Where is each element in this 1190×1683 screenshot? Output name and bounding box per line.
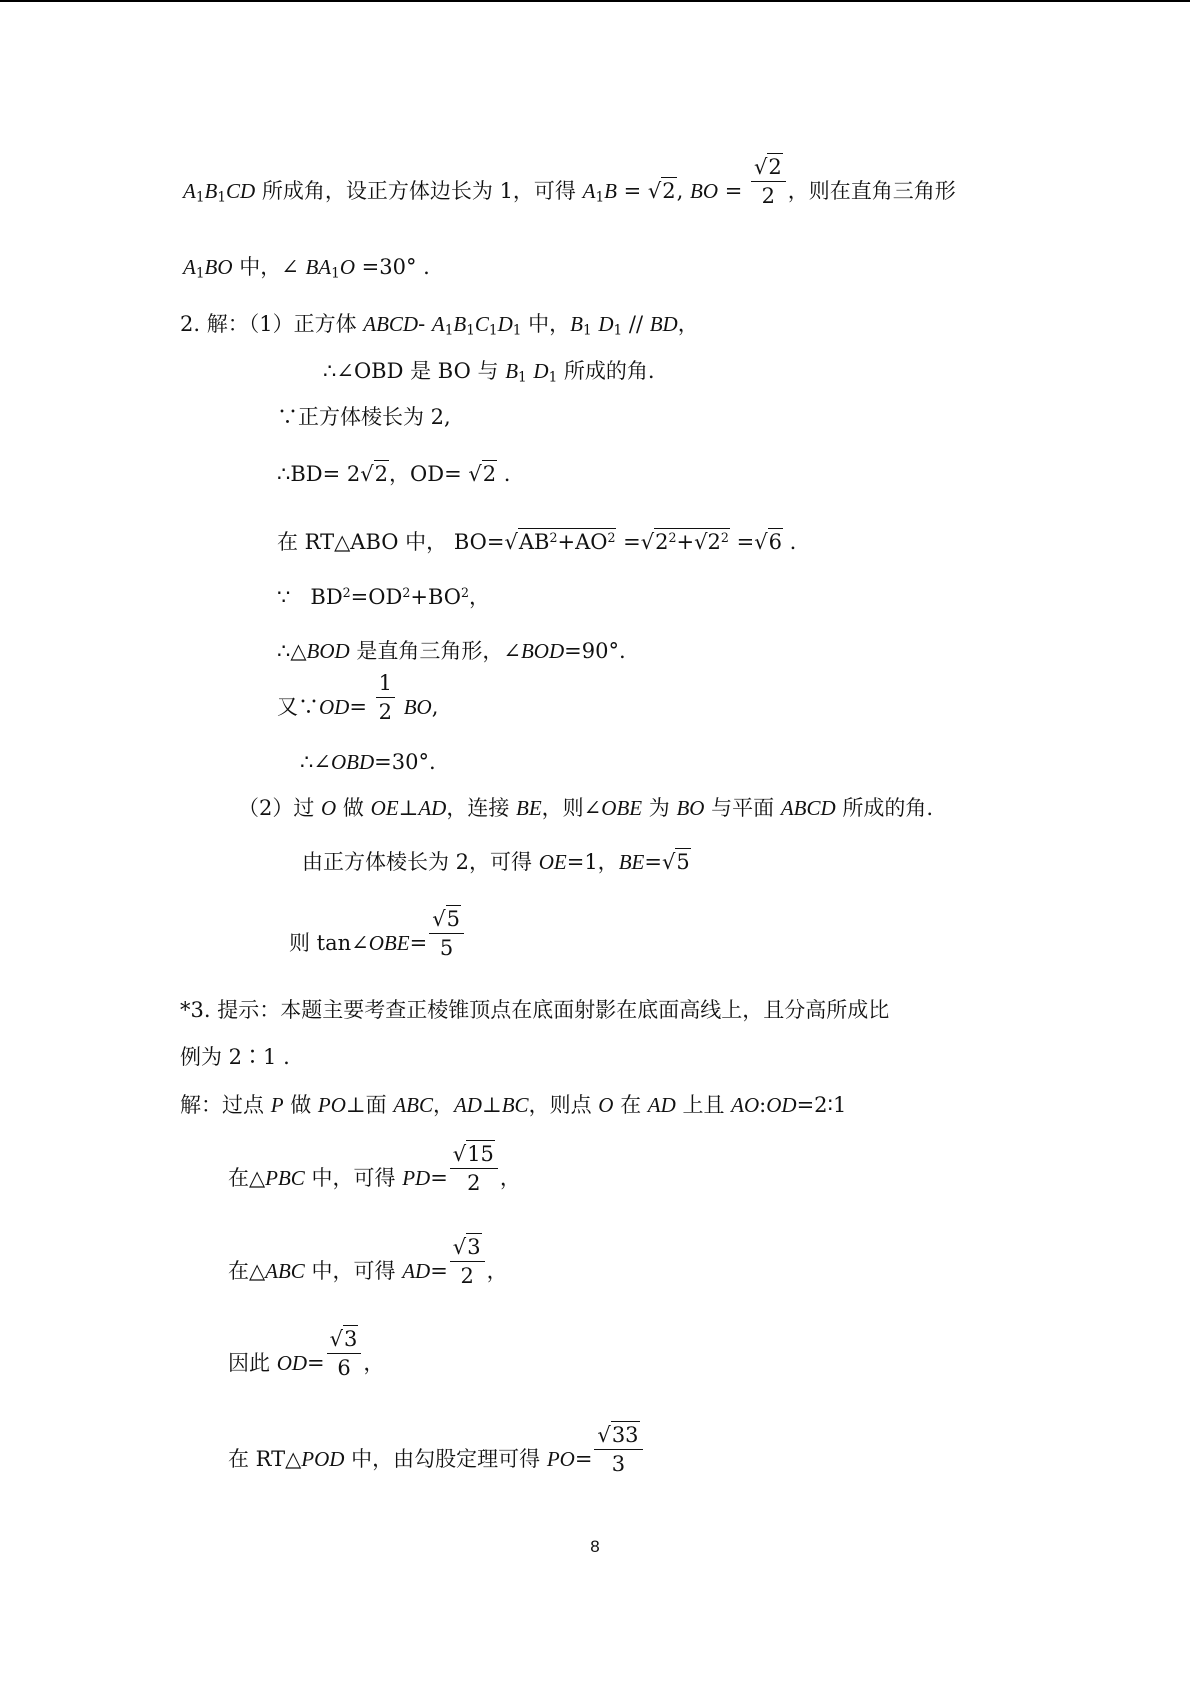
text-line: 又∵OD= $\frac{1}{2}$ BO,	[277, 671, 439, 725]
text-line: 在 RT△ABO 中， $BO=√AB^2+AO^2 =√2^2+√2^2 =√6$ .	[277, 530, 797, 554]
text-line: 在△PBC 中，可得 PD= $\frac{√15}{2}$ ，	[228, 1142, 521, 1196]
text-line: $A_1BO$ 中，∠ $BA_1O =30^\circ$ .	[183, 255, 430, 282]
text-line: 由正方体棱长为 2，可得 OE=1，BE=√5	[302, 850, 690, 874]
text-line: （2）过 O 做 OE⊥AD，连接 BE，则∠OBE 为 BO 与平面 ABCD 所成的角.	[238, 796, 934, 820]
text-line: 在△ABC 中，可得 AD= $\frac{√3}{2}$ ，	[228, 1235, 508, 1289]
page-top-border	[0, 0, 1190, 2]
text-line: ∴∠OBD=30°.	[300, 750, 436, 774]
text-line: 2. 解：（1）正方体 ABCD- $A_1B_1C_1D_1$ 中，$B_1$ $D_1$ // BD，	[180, 312, 699, 339]
text-line: *3. 提示：本题主要考查正棱锥顶点在底面射影在底面高线上，且分高所成比	[180, 998, 890, 1022]
text-line: $A_1B_1CD$ 所成角，设正方体边长为 1，可得 $A_1B = √2$, BO = $\frac{√2}{2}$ ，则在直角三角形	[183, 155, 956, 209]
text-line: 例为 2∶1 .	[180, 1045, 290, 1069]
text-line: 则 tan∠OBE= $\frac{√5}{5}$	[289, 930, 466, 959]
text-line: ∴∠OBD 是 BO 与 $B_1$ $D_1$ 所成的角.	[323, 359, 655, 386]
text-line: 因此 OD= $\frac{√3}{6}$ ，	[228, 1327, 385, 1381]
text-line: 在 RT△POD 中，由勾股定理可得 PO= $\frac{√33}{3}$	[228, 1446, 645, 1475]
text-line: ∴△BOD 是直角三角形，∠BOD=90°.	[277, 639, 626, 663]
text-line: ∵ $BD^2=OD^2+BO^2$，	[277, 585, 490, 609]
text-line: ∴BD= 2√2，OD= √2 .	[277, 462, 511, 486]
text-line: 解：过点 P 做 PO⊥面 ABC，AD⊥BC，则点 O 在 AD 上且 AO:OD=2∶1	[180, 1093, 847, 1117]
text-line: ∵正方体棱长为 2,	[277, 405, 451, 429]
page-number: 8	[590, 1537, 600, 1556]
